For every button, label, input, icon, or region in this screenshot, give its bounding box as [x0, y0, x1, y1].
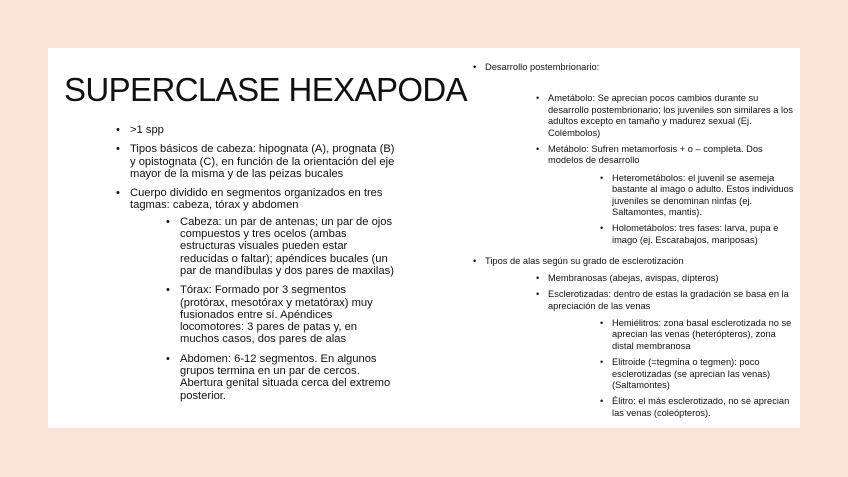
- esclerotizadas-sub-list: [612, 318, 798, 419]
- tagma-sub-list: [180, 216, 394, 402]
- slide: [48, 48, 800, 428]
- metabolo-text: Metábolo: Sufren metamorfosis + o – completa. Dos modelos de desarrollo: [548, 144, 763, 166]
- bullet-item: • Tipos básicos de cabeza: hipognata (A), prognata (B) y opistognata (C), en función de la orientación del eje mayor de la misma y de las peizas bucales: [130, 143, 398, 180]
- sub-bullet-item: • Tórax: Formado por 3 segmentos (protórax, mesotórax y metatórax) muy fusionados entre sí. Apéndices locomotores: 3 pares de patas y, en muchos casos, dos pares de alas: [180, 284, 394, 345]
- sub-sub-bullet-item: • Hemiélitros: zona basal esclerotizada no se aprecian las venas (heterópteros), zona distal membranosa: [612, 318, 798, 352]
- bullet-text: Cuerpo dividido en segmentos organizados en tres tagmas: cabeza, tórax y abdomen: [130, 187, 383, 212]
- bullet-item: [130, 187, 398, 402]
- sub-bullet-item: • Ametábolo: Se aprecian pocos cambios durante su desarrollo postembrionario; los juveniles son similares a los adultos excepto en tamaño y madurez sexual (Ej. Colémbolos): [548, 93, 798, 139]
- sub-bullet-item: • Abdomen: 6-12 segmentos. En algunos grupos termina en un par de cercos. Abertura genital situada cerca del extremo posterior.: [180, 353, 394, 402]
- metabolo-sub-list: [612, 173, 798, 246]
- bullet-item: [485, 62, 797, 246]
- sub-sub-bullet-item: • Heterometábolos: el juvenil se asemeja bastante al imago o adulto. Estos individuos juveniles se denominan ninfas (ej. Saltamontes, mantis).: [612, 173, 798, 219]
- esclerotizadas-text: Esclerotizadas: dentro de estas la gradación se basa en la apreciación de las venas: [548, 289, 789, 311]
- left-bullet-list: [130, 124, 398, 409]
- sub-sub-bullet-item: • Holometábolos: tres fases: larva, pupa e imago (ej. Escarabajos, mariposas): [612, 223, 798, 246]
- development-sub-list: [548, 93, 798, 246]
- sub-bullet-item: • Cabeza: un par de antenas; un par de ojos compuestos y tres ocelos (ambas estructuras visuales pueden estar reducidas o faltar); apéndices bucales (un par de mandíbulas y dos pares de maxilas): [180, 216, 394, 277]
- slide-title: SUPERCLASE HEXAPODA: [64, 71, 468, 108]
- sub-bullet-item: [548, 144, 798, 246]
- sub-bullet-item: [548, 289, 798, 419]
- bullet-item: [485, 256, 797, 419]
- wings-heading: • Tipos de alas según su grado de esclerotización: [485, 256, 684, 267]
- sub-sub-bullet-item: • Élitro: el más esclerotizado, no se aprecian las venas (coleópteros).: [612, 396, 798, 419]
- wings-sub-list: [548, 273, 798, 419]
- sub-bullet-item: • Membranosas (abejas, avispas, dípteros): [548, 273, 798, 284]
- right-bullet-list: [485, 62, 797, 429]
- sub-sub-bullet-item: • Elitroide (=tegmina o tegmen): poco esclerotizadas (se aprecian las venas) (Saltamontes): [612, 357, 798, 391]
- bullet-item: • >1 spp: [130, 124, 398, 136]
- development-heading: • Desarrollo postembrionario:: [485, 62, 600, 72]
